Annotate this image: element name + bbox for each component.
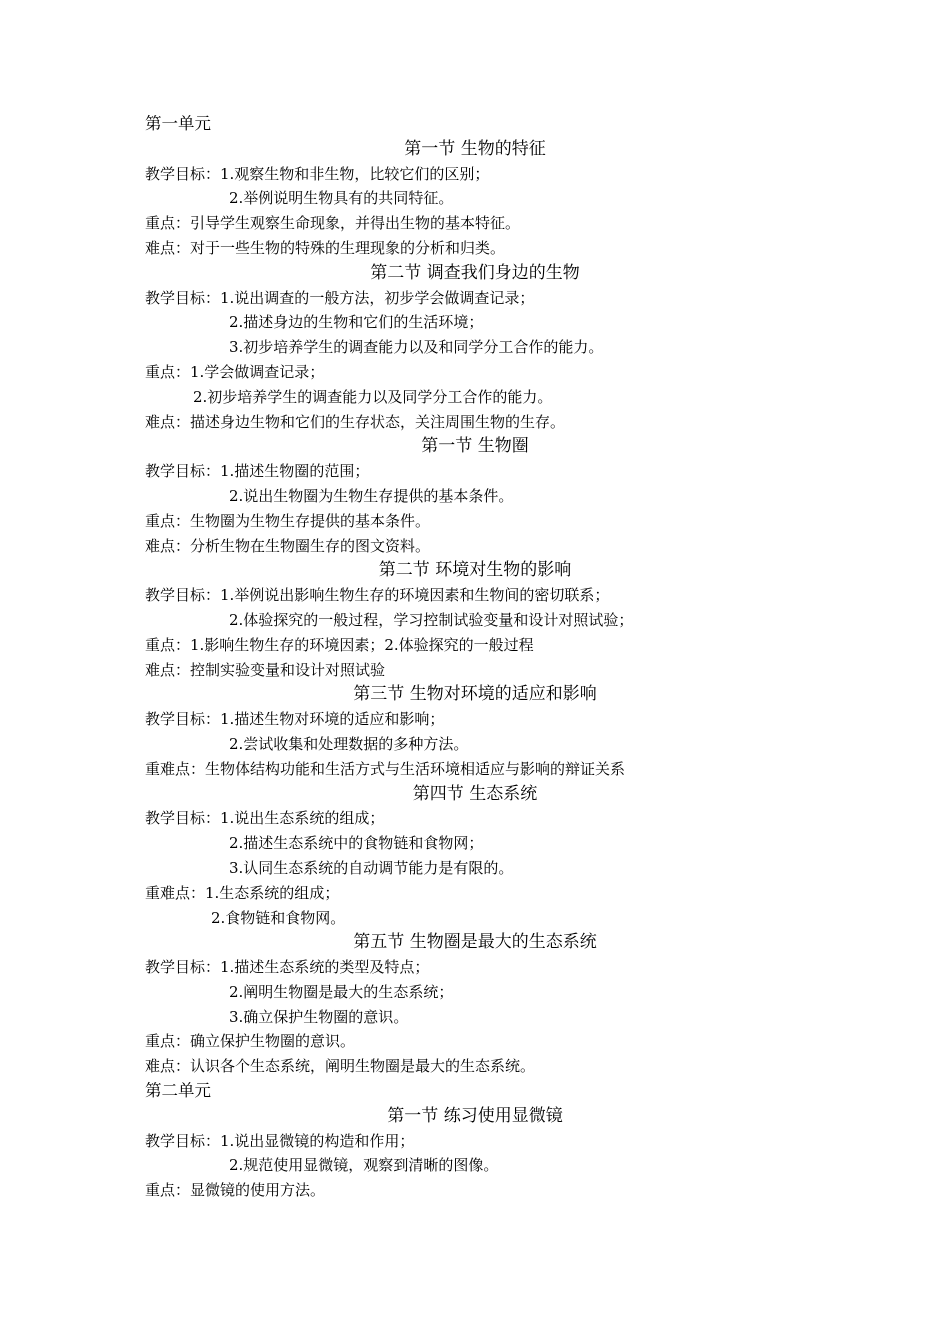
text-line: 重难点：生物体结构功能和生活方式与生活环境相适应与影响的辩证关系	[145, 759, 626, 778]
section-title: 第四节 生态系统	[412, 783, 538, 804]
unit-heading: 第一单元	[145, 114, 211, 133]
text-line: 重点：生物圈为生物生存提供的基本条件。	[145, 511, 431, 530]
text-line: 重点：确立保护生物圈的意识。	[145, 1032, 356, 1051]
text-line: 教学目标：1.描述生物圈的范围；	[145, 462, 370, 481]
text-line: 重点：1.学会做调查记录；	[145, 362, 325, 381]
section-title: 第二节 调查我们身边的生物	[370, 262, 580, 283]
text-line: 教学目标：1.说出生态系统的组成；	[145, 809, 385, 828]
indented-line: 2.体验探究的一般过程，学习控制试验变量和设计对照试验；	[229, 610, 634, 629]
section-title: 第一节 生物的特征	[404, 138, 546, 159]
indented-line: 3.初步培养学生的调查能力以及和同学分工合作的能力。	[229, 338, 604, 357]
text-line: 重难点：1.生态系统的组成；	[145, 883, 340, 902]
indented-line: 2.说出生物圈为生物生存提供的基本条件。	[229, 486, 514, 505]
section-title: 第二节 环境对生物的影响	[378, 560, 572, 581]
text-line: 难点：控制实验变量和设计对照试验	[145, 660, 386, 679]
indented-line: 3.认同生态系统的自动调节能力是有限的。	[229, 858, 514, 877]
text-line: 难点：描述身边生物和它们的生存状态，关注周围生物的生存。	[145, 412, 566, 431]
text-line: 重点：显微镜的使用方法。	[145, 1181, 326, 1200]
text-line: 教学目标：1.描述生态系统的类型及特点；	[145, 958, 430, 977]
indented-line: 2.描述生态系统中的食物链和食物网；	[229, 834, 484, 853]
section-title: 第一节 生物圈	[421, 436, 529, 457]
text-line: 难点：分析生物在生物圈生存的图文资料。	[145, 536, 431, 555]
section-title: 第一节 练习使用显微镜	[387, 1105, 563, 1126]
text-line: 重点：1.影响生物生存的环境因素；2.体验探究的一般过程	[145, 635, 534, 654]
indented-line: 2.初步培养学生的调查能力以及同学分工合作的能力。	[193, 387, 553, 406]
indented-line: 2.食物链和食物网。	[211, 908, 346, 927]
section-title: 第三节 生物对环境的适应和影响	[353, 684, 597, 705]
text-line: 教学目标：1.说出调查的一般方法，初步学会做调查记录；	[145, 288, 535, 307]
text-line: 教学目标：1.举例说出影响生物生存的环境因素和生物间的密切联系；	[145, 586, 610, 605]
indented-line: 2.尝试收集和处理数据的多种方法。	[229, 734, 469, 753]
document-body	[145, 112, 745, 1203]
text-line: 教学目标：1.描述生物对环境的适应和影响；	[145, 710, 445, 729]
text-line: 难点：对于一些生物的特殊的生理现象的分析和归类。	[145, 238, 506, 257]
text-line: 难点：认识各个生态系统，阐明生物圈是最大的生态系统。	[145, 1057, 536, 1076]
text-line: 重点：引导学生观察生命现象，并得出生物的基本特征。	[145, 214, 521, 233]
text-line: 教学目标：1.说出显微镜的构造和作用；	[145, 1131, 415, 1150]
indented-line: 2.阐明生物圈是最大的生态系统；	[229, 982, 454, 1001]
indented-line: 2.举例说明生物具有的共同特征。	[229, 189, 454, 208]
indented-line: 2.规范使用显微镜，观察到清晰的图像。	[229, 1156, 499, 1175]
unit-heading: 第二单元	[145, 1081, 211, 1101]
indented-line: 2.描述身边的生物和它们的生活环境；	[229, 313, 484, 332]
text-line: 教学目标：1.观察生物和非生物，比较它们的区别；	[145, 164, 490, 183]
section-title: 第五节 生物圈是最大的生态系统	[353, 932, 597, 953]
indented-line: 3.确立保护生物圈的意识。	[229, 1007, 409, 1026]
